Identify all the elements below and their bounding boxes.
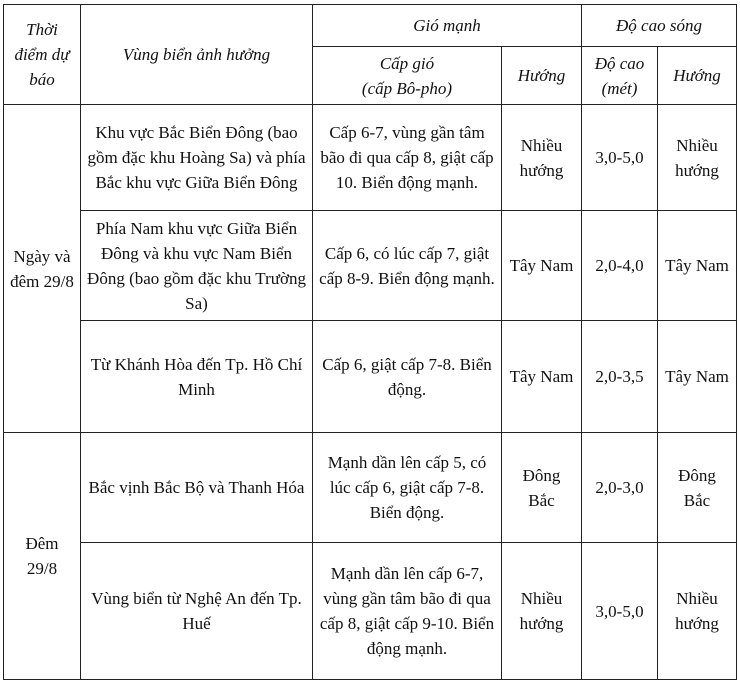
table-row bbox=[4, 105, 737, 211]
region-cell: Vùng biển từ Nghệ An đến Tp. Huế bbox=[81, 543, 313, 680]
wind-direction-cell: Đông Bắc bbox=[502, 433, 582, 543]
wave-height-cell: 2,0-3,5 bbox=[582, 321, 658, 433]
header-wave-height-line2: (mét) bbox=[601, 78, 638, 98]
header-forecast-time: Thời điểm dự báo bbox=[4, 5, 81, 105]
header-wave-height bbox=[582, 47, 658, 105]
wind-direction-cell: Tây Nam bbox=[502, 211, 582, 321]
wind-level-cell: Mạnh dần lên cấp 6-7, vùng gần tâm bão đi qua cấp 8, giật cấp 9-10. Biển động mạnh. bbox=[313, 543, 502, 680]
wave-height-cell: 3,0-5,0 bbox=[582, 105, 658, 211]
wave-direction-cell: Nhiều hướng bbox=[658, 543, 737, 680]
header-wave-direction: Hướng bbox=[658, 47, 737, 105]
region-cell: Phía Nam khu vực Giữa Biển Đông và khu vực Nam Biển Đông (bao gồm đặc khu Trường Sa) bbox=[81, 211, 313, 321]
wind-direction-cell: Nhiều hướng bbox=[502, 105, 582, 211]
forecast-time-cell: Ngày và đêm 29/8 bbox=[4, 105, 81, 433]
header-affected-sea-area: Vùng biển ảnh hưởng bbox=[81, 5, 313, 105]
marine-forecast-table bbox=[3, 4, 737, 680]
header-wave-height-line1: Độ cao bbox=[594, 53, 645, 73]
forecast-time-cell: Đêm 29/8 bbox=[4, 433, 81, 680]
header-strong-wind: Gió mạnh bbox=[313, 5, 582, 47]
region-cell: Từ Khánh Hòa đến Tp. Hồ Chí Minh bbox=[81, 321, 313, 433]
table-row bbox=[4, 433, 737, 543]
wind-direction-cell: Nhiều hướng bbox=[502, 543, 582, 680]
wave-height-cell: 2,0-4,0 bbox=[582, 211, 658, 321]
region-cell: Khu vực Bắc Biển Đông (bao gồm đặc khu Hoàng Sa) và phía Bắc khu vực Giữa Biển Đông bbox=[81, 105, 313, 211]
header-wind-direction: Hướng bbox=[502, 47, 582, 105]
wind-direction-cell: Tây Nam bbox=[502, 321, 582, 433]
wave-height-cell: 2,0-3,0 bbox=[582, 433, 658, 543]
wave-direction-cell: Tây Nam bbox=[658, 211, 737, 321]
table-row bbox=[4, 211, 737, 321]
header-wind-level bbox=[313, 47, 502, 105]
table-row bbox=[4, 543, 737, 680]
header-wind-level-line2: (cấp Bô-pho) bbox=[361, 78, 453, 98]
wind-level-cell: Mạnh dần lên cấp 5, có lúc cấp 6, giật cấp 7-8. Biển động. bbox=[313, 433, 502, 543]
region-cell: Bắc vịnh Bắc Bộ và Thanh Hóa bbox=[81, 433, 313, 543]
header-wave-height-group: Độ cao sóng bbox=[582, 5, 737, 47]
wind-level-cell: Cấp 6, có lúc cấp 7, giật cấp 8-9. Biển động mạnh. bbox=[313, 211, 502, 321]
wind-level-cell: Cấp 6-7, vùng gần tâm bão đi qua cấp 8, giật cấp 10. Biển động mạnh. bbox=[313, 105, 502, 211]
header-wind-level-line1: Cấp gió bbox=[379, 53, 435, 73]
wave-direction-cell: Tây Nam bbox=[658, 321, 737, 433]
wave-direction-cell: Nhiều hướng bbox=[658, 105, 737, 211]
wind-level-cell: Cấp 6, giật cấp 7-8. Biển động. bbox=[313, 321, 502, 433]
wave-direction-cell: Đông Bắc bbox=[658, 433, 737, 543]
wave-height-cell: 3,0-5,0 bbox=[582, 543, 658, 680]
table-row bbox=[4, 321, 737, 433]
